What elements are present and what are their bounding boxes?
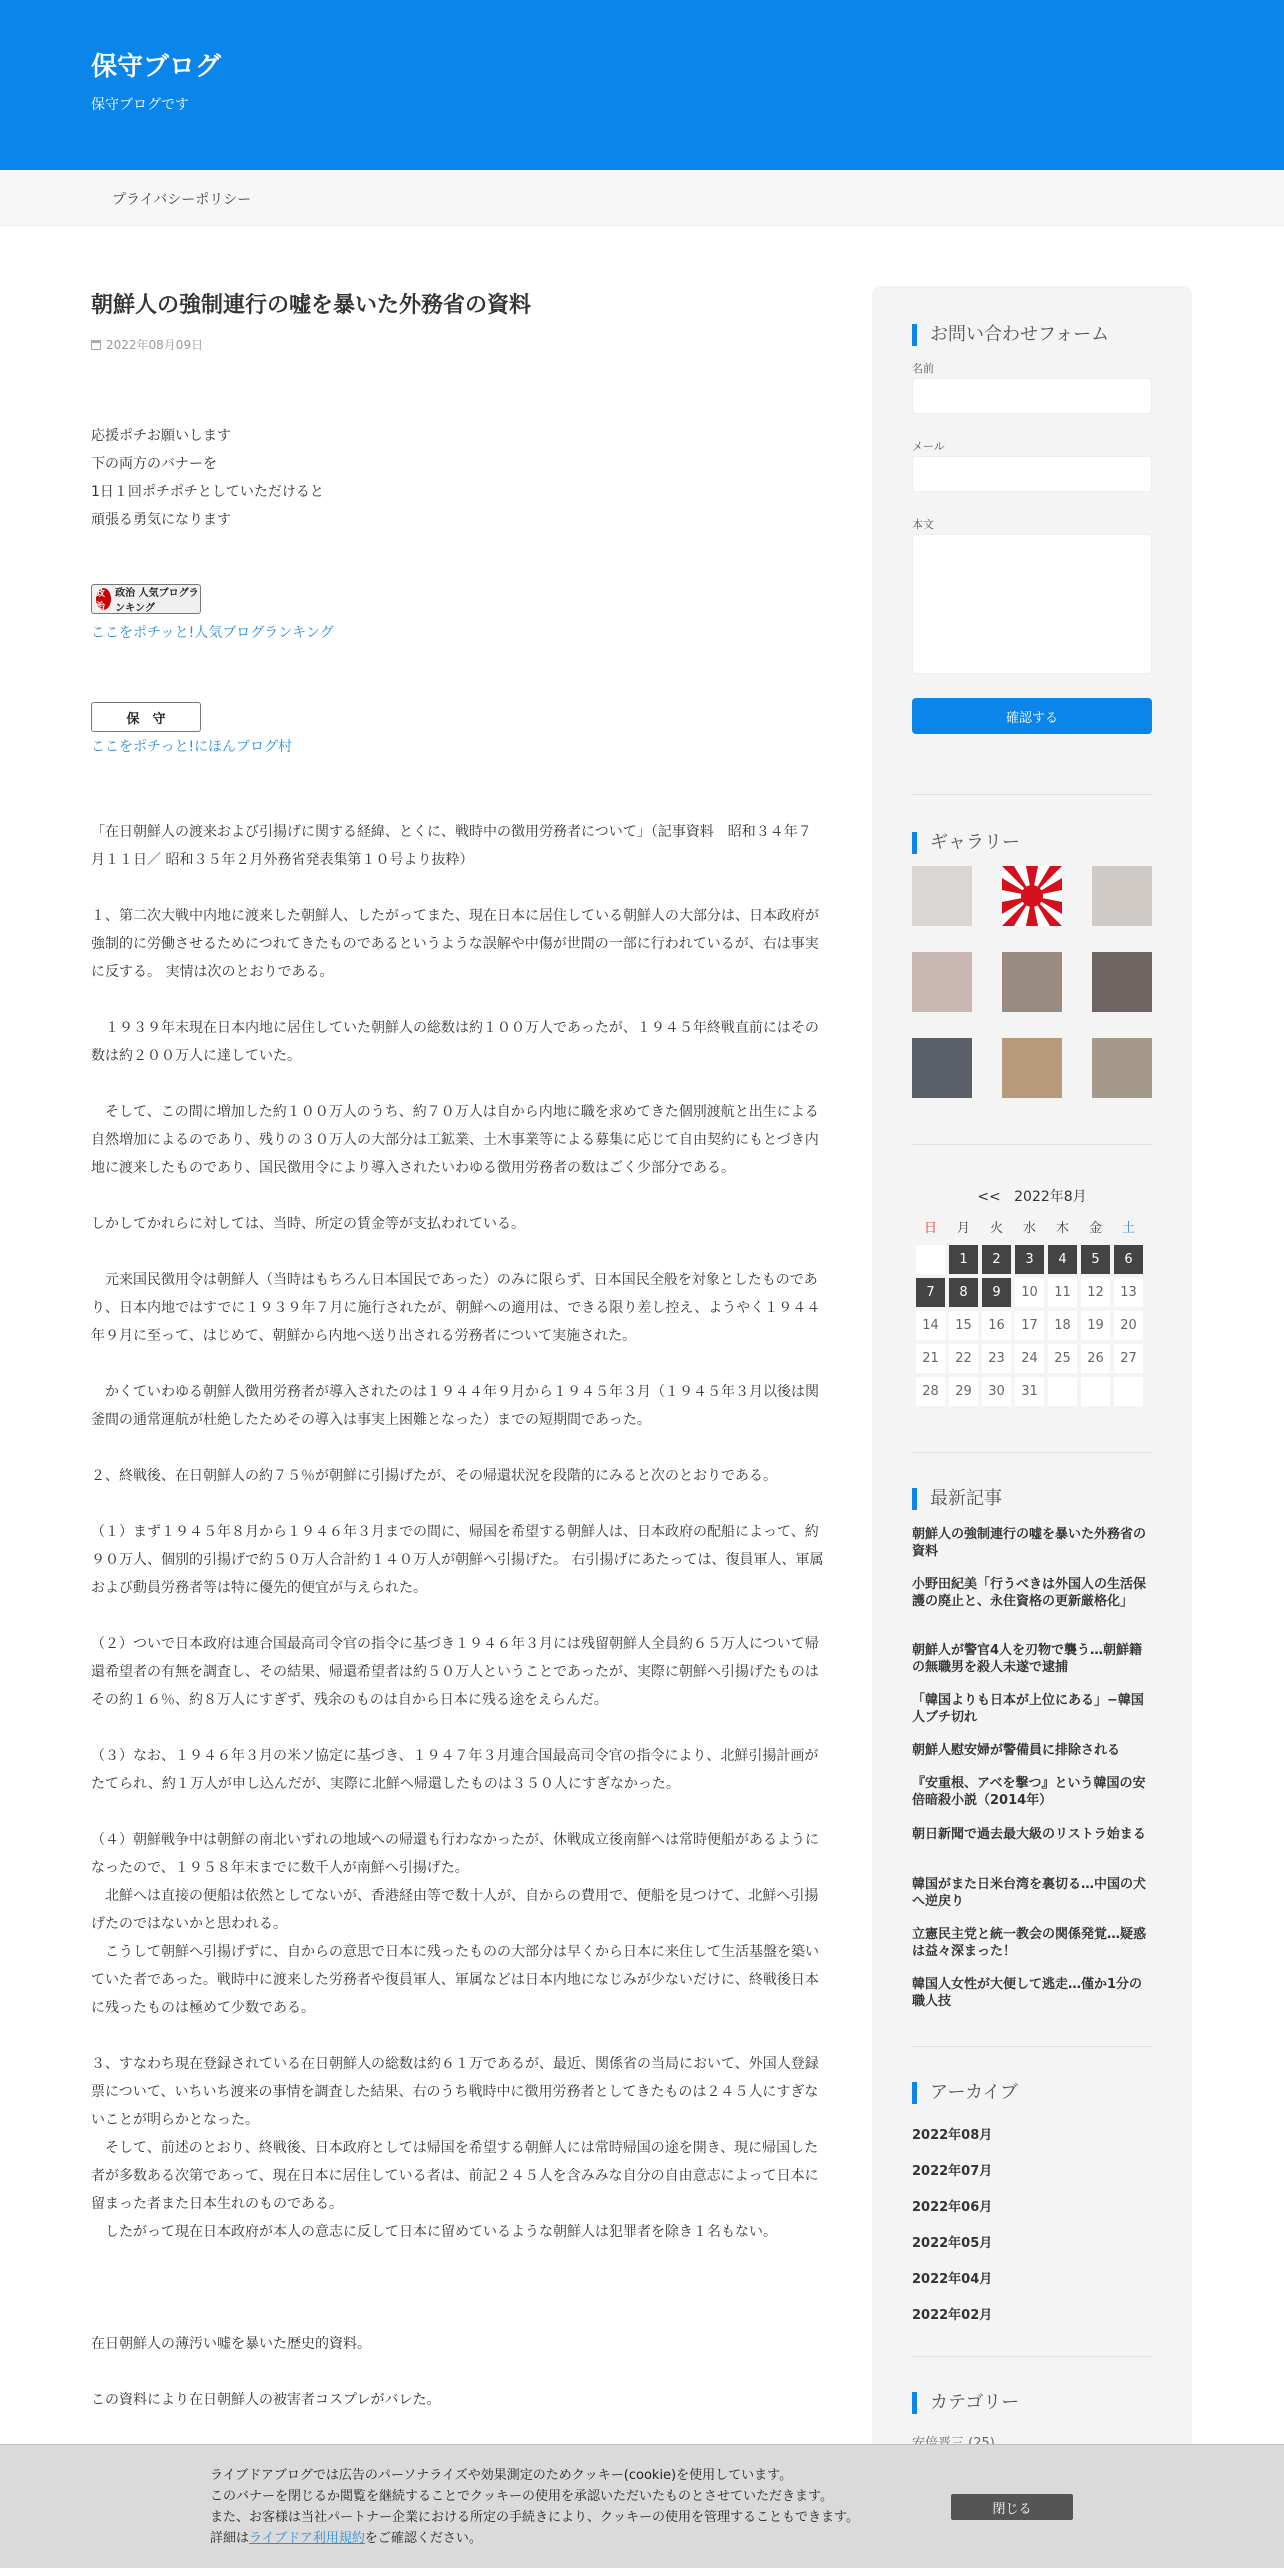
gallery-thumb[interactable] [1002,1038,1062,1098]
calendar-weekday: 火 [989,1221,1003,1236]
calendar-month: 2022年8月 [1014,1189,1087,1205]
calendar-day[interactable]: 1 [949,1245,978,1274]
category-title: カテゴリー [912,2392,1019,2414]
calendar-day: 21 [916,1344,945,1373]
recent-post-link[interactable]: 朝鮮人慰安婦が警備員に排除される [912,1743,1121,1758]
recent-post-link[interactable]: 朝日新聞で過去最大級のリストラ始まる [912,1827,1146,1842]
post-paragraph: 「在日朝鮮人の渡来および引揚げに関する経緯、とくに、戦時中の徴用労務者について」（記事資料 昭和３４年７月１１日／ 昭和３５年２月外務省発表集第１０号より抜粋） [91,824,812,868]
recent-post-link[interactable]: 『安重根、アベを撃つ』という韓国の安倍暗殺小説（2014年） [912,1776,1146,1808]
cookie-detail-prefix: 詳細は [210,2531,250,2546]
calendar-day: 27 [1114,1344,1143,1373]
archive-link[interactable]: 2022年05月 [912,2236,993,2251]
divider [912,1452,1152,1453]
ranking-link[interactable]: ここをポチッと!人気ブログランキング [91,625,334,641]
gallery-thumb[interactable] [912,1038,972,1098]
cookie-line: ライブドアブログでは広告のパーソナライズや効果測定のためクッキー(cookie)を使用しています。 [210,2468,793,2483]
cookie-line: このバナーを閉じるか閲覧を継続することでクッキーの使用を承認いただいたものとさせていただきます。 [210,2489,833,2504]
calendar-weekday: 日 [923,1221,937,1236]
calendar-day: 17 [1015,1311,1044,1340]
calendar-day[interactable]: 3 [1015,1245,1044,1274]
body-label: 本文 [912,518,934,531]
sidebar [872,286,1192,2568]
calendar-day[interactable]: 9 [982,1278,1011,1307]
calendar-day: 30 [982,1377,1011,1406]
calendar-day: 18 [1048,1311,1077,1340]
archive-link[interactable]: 2022年06月 [912,2200,993,2215]
nav-bar [0,170,1284,226]
gallery-thumb[interactable] [1092,866,1152,926]
gallery-thumb[interactable] [912,952,972,1012]
intro-line: 頑張る勇気になります [91,512,231,528]
calendar-day: 11 [1048,1278,1077,1307]
gallery-thumb[interactable] [1002,866,1062,926]
calendar-day: 25 [1048,1344,1077,1373]
calendar-day: 22 [949,1344,978,1373]
nihon-blogmura-banner[interactable] [91,702,201,732]
post-paragraph: かくていわゆる朝鮮人徴用労務者が導入されたのは１９４４年９月から１９４５年３月（１９４５年３月以後は関釜間の通常運航が杜絶したためその導入は事実上困難となった）までの短期間であった。 [91,1384,819,1428]
calendar-day[interactable]: 2 [982,1245,1011,1274]
banner1-text: 政治 人気ブログランキング [115,588,199,614]
gallery-title: ギャラリー [912,832,1020,854]
post-paragraph: （１）まず１９４５年８月から１９４６年３月までの間に、帰国を希望する朝鮮人は、日本政府の配船によって、約９０万人、個別的引揚げで約５０万人合計約１４０万人が朝鮮へ引揚げた。 右引揚げにあたっては、復員軍人、軍属および動員労務者等は特に優先的便宜が与えられた。 [91,1524,824,1596]
post-body [91,818,825,2442]
calendar-day: 31 [1015,1377,1044,1406]
post-paragraph: そして、この間に増加した約１００万人のうち、約７０万人は自から内地に職を求めてきた個別渡航と出生による自然増加によるのであり、残りの３０万人の大部分は工鉱業、土木事業等による募集に応じて自由契約にもとづき内地に渡来したものであり、国民徴用令により導入されたいわゆる徴用労務者の数はごく少部分である。 [91,1104,819,1176]
post-date [91,336,203,353]
message-textarea[interactable] [912,534,1152,674]
calendar-icon [91,340,101,350]
ranking-badge-icon [96,588,111,610]
post-paragraph: しかしてかれらに対しては、当時、所定の賃金等が支払われている。 [91,1216,525,1232]
calendar-empty-cell [1048,1377,1077,1406]
calendar-day: 16 [982,1311,1011,1340]
calendar-day[interactable]: 5 [1081,1245,1110,1274]
calendar-day[interactable]: 6 [1114,1245,1143,1274]
recent-posts-title: 最新記事 [912,1488,1002,1510]
calendar-day: 10 [1015,1278,1044,1307]
cookie-line: また、お客様は当社パートナー企業における所定の手続きにより、クッキーの使用を管理することもできます。 [210,2510,859,2525]
post-intro [91,422,324,534]
email-field[interactable] [912,456,1152,492]
post-paragraph: １、第二次大戦中内地に渡来した朝鮮人、したがってまた、現在日本に居住している朝鮮人の大部分は、日本政府が強制的に労働させるためにつれてきたものであるというような誤解や中傷が世間の一部に行われているが、右は事実に反する。 実情は次のとおりである。 [91,908,819,980]
calendar-weekday: 月 [956,1221,970,1236]
calendar-prev-link[interactable]: << [977,1189,1001,1205]
calendar-empty-cell [1114,1377,1143,1406]
mail-label: メール [912,440,945,453]
post-paragraph: （４）朝鮮戦争中は朝鮮の南北いずれの地域への帰還も行わなかったが、休戦成立後南鮮へは常時便船があるようになったので、１９５８年末までに数千人が南鮮へ引揚げた。 北鮮へは直接の便船は依然としてないが、香港経由等で数十人が、自からの費用で、便船を見つけて、北鮮へ引揚げたのではないかと思われる。 こうして朝鮮へ引揚げずに、自からの意思で日本に残ったものの大部分は早くから日本に来住して生活基盤を築いていた者であった。戦時中に渡来した労務者や復員軍人、軍属などは日本内地になじみが少ないだけに、終戦後日本に残ったものは極めて少数である。 [91,1832,819,2016]
site-description: 保守ブログです [91,97,189,113]
calendar-weekday: 土 [1121,1221,1135,1236]
post-paragraph: ３、すなわち現在登録されている在日朝鮮人の総数は約６１万であるが、最近、関係省の当局において、外国人登録票について、いちいち渡来の事情を調査した結果、右のうち戦時中に徴用労務者としてきたものは２４５人にすぎないことが明らかとなった。 そして、前述のとおり、終戦後、日本政府としては帰国を希望する朝鮮人には常時帰国の途を開き、現に帰国した者が多数ある次第であって、現在日本に居住している者は、前記２４５人を含みみな自分の自由意志によって日本に留まった者また日本生れのものである。 したがって現在日本政府が本人の意志に反して日本に留めているような朝鮮人は犯罪者を除き１名もない。 [91,2056,819,2240]
post-paragraph: （２）ついで日本政府は連合国最高司令官の指令に基づき１９４６年３月には残留朝鮮人全員約６５万人について帰還希望者の有無を調査し、その結果、帰還希望者は約５０万人ということであったが、実際に朝鮮へ引揚げたものはその約１６％、約８万人にすぎず、残余のものは自から日本に残る途をえらんだ。 [91,1636,819,1708]
post-paragraph: 在日朝鮮人の薄汚い嘘を暴いた歴史的資料。 [91,2336,371,2352]
confirm-button[interactable]: 確認する [912,698,1152,734]
calendar-day: 20 [1114,1311,1143,1340]
site-header [0,0,1284,170]
calendar-day: 29 [949,1377,978,1406]
gallery-thumb[interactable] [1092,952,1152,1012]
post-paragraph: （３）なお、１９４６年３月の米ソ協定に基づき、１９４７年３月連合国最高司令官の指令により、北鮮引揚計画がたてられ、約１万人が申し込んだが、実際に北鮮へ帰還したものは３５０人にすぎなかった。 [91,1748,819,1792]
recent-post-link[interactable]: 立憲民主党と統一教会の関係発覚…疑惑は益々深まった！ [912,1927,1147,1959]
calendar-day: 24 [1015,1344,1044,1373]
intro-line: 1日１回ポチポチとしていただけると [91,484,324,500]
calendar-day: 28 [916,1377,945,1406]
name-field[interactable] [912,378,1152,414]
terms-link[interactable]: ライブドア利用規約 [249,2531,365,2546]
calendar-day[interactable]: 4 [1048,1245,1077,1274]
gallery-thumb[interactable] [1002,952,1062,1012]
post-paragraph: １９３９年末現在日本内地に居住していた朝鮮人の総数は約１００万人であったが、１９４５年終戦直前にはその数は約２００万人に達していた。 [91,1020,819,1064]
blogmura-link[interactable]: ここをポチっと!にほんブログ村 [91,739,293,755]
intro-line: 応援ポチお願いします [91,428,231,444]
post-paragraph: 元来国民徴用令は朝鮮人（当時はもちろん日本国民であった）のみに限らず、日本国民全般を対象としたものであり、日本内地ではすでに１９３９年７月に施行されたが、朝鮮への適用は、できる限り差し控え、ようやく１９４４年９月に至って、はじめて、朝鮮から内地へ送り出される労務者について実施された。 [91,1272,821,1344]
calendar-empty-cell [916,1245,945,1274]
nav-privacy-policy[interactable]: プライバシーポリシー [112,192,252,208]
cookie-consent-bar [0,2444,1284,2568]
rising-sun-flag-icon [1002,866,1062,926]
contact-form-title: お問い合わせフォーム [912,324,1109,346]
calendar-day: 23 [982,1344,1011,1373]
archive-link[interactable]: 2022年07月 [912,2164,993,2179]
cookie-detail-line [210,2528,859,2549]
calendar-day: 15 [949,1311,978,1340]
intro-line: 下の両方のバナーを [91,456,217,472]
recent-post-link[interactable]: 小野田紀美「行うべきは外国人の生活保護の廃止と、永住資格の更新厳格化」 [912,1577,1147,1609]
divider [912,1144,1152,1145]
calendar-day: 12 [1081,1278,1110,1307]
calendar-header [912,1186,1152,1206]
calendar-day: 13 [1114,1278,1143,1307]
gallery-thumb[interactable] [912,866,972,926]
ranking-badge-text: 政治 [96,589,106,612]
calendar-weekday: 金 [1088,1221,1102,1236]
calendar-day[interactable]: 8 [949,1278,978,1307]
calendar-day: 19 [1081,1311,1110,1340]
recent-post-link[interactable]: 朝鮮人の強制連行の嘘を暴いた外務省の資料 [912,1527,1147,1559]
cookie-close-button[interactable]: 閉じる [951,2494,1073,2520]
calendar-empty-cell [1081,1377,1110,1406]
politics-ranking-banner[interactable] [91,584,201,614]
post-title[interactable]: 朝鮮人の強制連行の嘘を暴いた外務省の資料 [91,293,532,318]
calendar-day[interactable]: 7 [916,1278,945,1307]
archive-title: アーカイブ [912,2082,1018,2104]
banner2-text: 保 守 [126,711,166,727]
calendar-day: 26 [1081,1344,1110,1373]
gallery-thumb[interactable] [1092,1038,1152,1098]
recent-post-link[interactable]: 韓国人女性が大便して逃走…僅か1分の職人技 [912,1977,1143,2009]
divider [912,2356,1152,2357]
archive-link[interactable]: 2022年02月 [912,2308,993,2323]
divider [912,2046,1152,2047]
calendar-weekday: 木 [1055,1221,1069,1236]
archive-link[interactable]: 2022年08月 [912,2128,993,2143]
post-paragraph: ２、終戦後、在日朝鮮人の約７５％が朝鮮に引揚げたが、その帰還状況を段階的にみると次のとおりである。 [91,1468,777,1484]
divider [912,794,1152,795]
recent-post-link[interactable]: 「韓国よりも日本が上位にある」−韓国人ブチ切れ [912,1693,1144,1725]
recent-post-link[interactable]: 韓国がまた日米台湾を裏切る…中国の犬へ逆戻り [912,1877,1147,1909]
site-title[interactable]: 保守ブログ [91,52,222,82]
cookie-notice [210,2465,859,2549]
archive-link[interactable]: 2022年04月 [912,2272,993,2287]
calendar-day: 14 [916,1311,945,1340]
recent-post-link[interactable]: 朝鮮人が警官4人を刃物で襲う…朝鮮籍の無職男を殺人未遂で逮捕 [912,1643,1143,1675]
post-date-text: 2022年08月09日 [106,338,204,352]
calendar-weekday: 水 [1022,1221,1036,1236]
name-label: 名前 [912,362,934,375]
cookie-detail-suffix: をご確認ください。 [364,2531,482,2546]
post-paragraph: この資料により在日朝鮮人の被害者コスプレがバレた。 [91,2392,441,2408]
calendar-table [912,1208,1147,1410]
